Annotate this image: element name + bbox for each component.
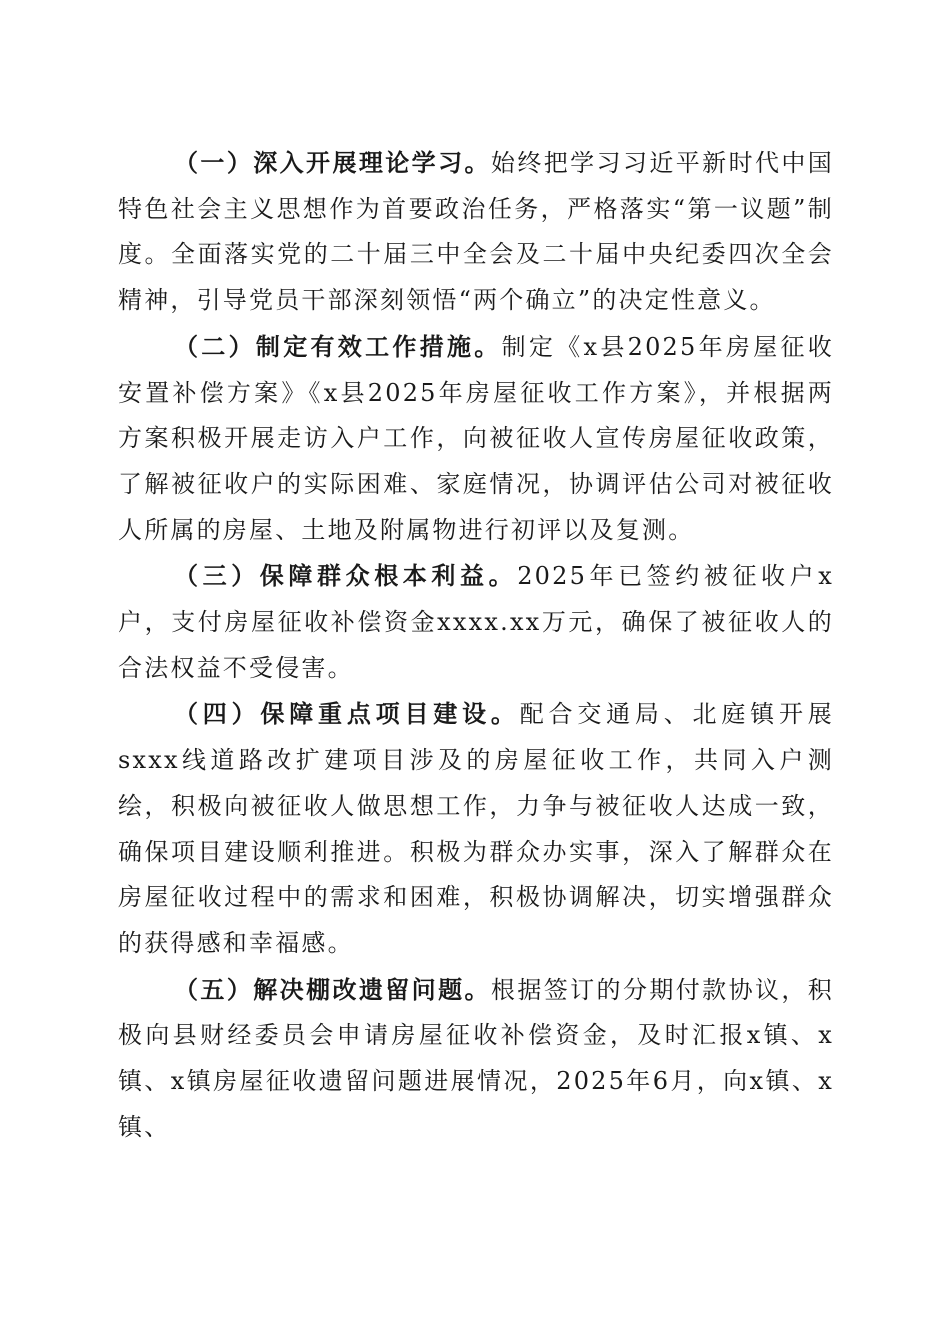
paragraph-theory-study [118,140,834,324]
paragraph-text: 配合交通局、北庭镇开展sxxx线道路改扩建项目涉及的房屋征收工作，共同入户测绘，积极向被征收人做思想工作，力争与被征收人达成一致，确保项目建设顺利推进。积极为群众办实事，深入了解群众在房屋征收过程中的需求和困难，积极协调解决，切实增强群众的获得感和幸福感。 [118,700,834,957]
paragraph-text: 始终把学习习近平新时代中国特色社会主义思想作为首要政治任务，严格落实“第一议题”制度。全面落实党的二十届三中全会及二十届中央纪委四次全会精神，引导党员干部深刻领悟“两个确立”的决定性意义。 [118,149,834,315]
paragraph-heading: （四）保障重点项目建设。 [174,699,520,729]
paragraph-key-projects [118,691,834,966]
paragraph-public-interests [118,553,834,691]
paragraph-heading: （五）解决棚改遗留问题。 [174,974,491,1004]
paragraph-heading: （二）制定有效工作措施。 [174,331,502,361]
document-body [118,140,834,1150]
paragraph-text: 根据签订的分期付款协议，积极向县财经委员会申请房屋征收补偿资金，及时汇报x镇、x镇、x镇房屋征收遗留问题进展情况，2025年6月，向x镇、x镇、 [118,975,834,1141]
paragraph-heading: （一）深入开展理论学习。 [174,148,491,177]
paragraph-legacy-issues [118,967,834,1151]
paragraph-text: 制定《x县2025年房屋征收安置补偿方案》《x县2025年房屋征收工作方案》，并根据两方案积极开展走访入户工作，向被征收人宣传房屋征收政策，了解被征收户的实际困难、家庭情况，协调评估公司对被征收人所属的房屋、土地及附属物进行初评以及复测。 [118,332,834,544]
paragraph-work-measures [118,324,834,554]
paragraph-text: 2025年已签约被征收户x户，支付房屋征收补偿资金xxxx.xx万元，确保了被征收人的合法权益不受侵害。 [118,562,834,682]
paragraph-heading: （三）保障群众根本利益。 [174,561,518,591]
